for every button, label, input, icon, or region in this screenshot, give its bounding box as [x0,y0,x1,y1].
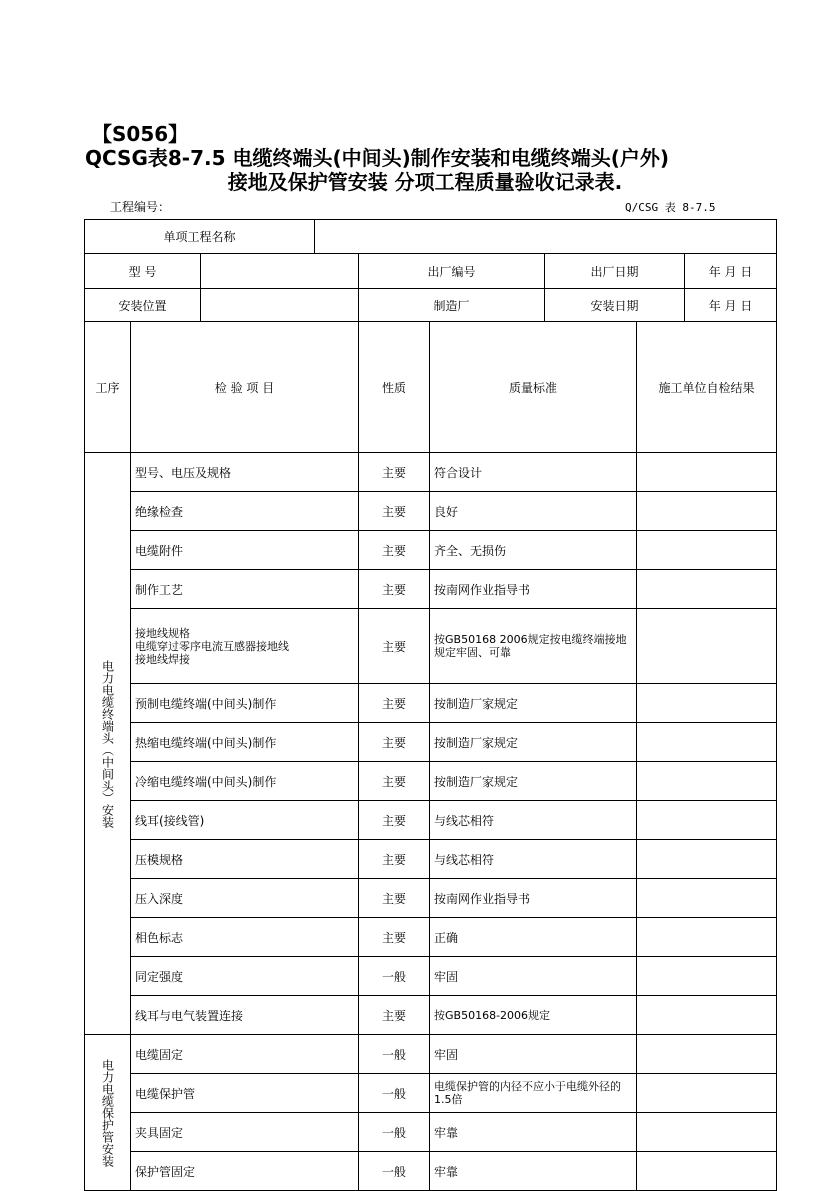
manufacturer-label: 制造厂 [359,289,545,322]
inspection-item: 热缩电缆终端(中间头)制作 [131,723,359,762]
quality-standard: 与线芯相符 [430,840,637,879]
factory-date-field[interactable]: 年 月 日 [685,254,777,289]
inspection-item: 相色标志 [131,918,359,957]
self-check-result-field[interactable] [637,957,777,996]
col-header-nature: 性质 [359,322,430,453]
table-row [85,531,777,570]
quality-standard: 符合设计 [430,453,637,492]
self-check-result-field[interactable] [637,723,777,762]
item-project-name-field[interactable] [315,220,777,254]
inspection-item: 电缆保护管 [131,1074,359,1113]
quality-standard: 齐全、无损伤 [430,531,637,570]
inspection-item: 保护管固定 [131,1152,359,1191]
table-row [85,723,777,762]
group2-process-name: 电力电缆保护管安装 [100,1058,115,1167]
inspection-item: 线耳与电气装置连接 [131,996,359,1035]
quality-standard: 正确 [430,918,637,957]
nature: 主要 [359,879,430,918]
table-row [85,801,777,840]
nature: 主要 [359,684,430,723]
quality-standard: 牢固 [430,957,637,996]
table-row [85,453,777,492]
standard-number: Q/CSG 表 8-7.5 [625,201,716,214]
quality-standard: 按南网作业指导书 [430,570,637,609]
group2-process-cell [85,1035,131,1191]
self-check-result-field[interactable] [637,609,777,684]
self-check-result-field[interactable] [637,1074,777,1113]
model-label: 型 号 [85,254,201,289]
col-header-standard: 质量标准 [430,322,637,453]
quality-standard: 按GB50168 2006规定按电缆终端接地规定牢固、可靠 [430,609,637,684]
quality-standard: 牢固 [430,1035,637,1074]
table-row [85,840,777,879]
nature: 一般 [359,1035,430,1074]
quality-standard: 电缆保护管的内径不应小于电缆外径的1.5倍 [430,1074,637,1113]
table-row [85,1152,777,1191]
inspection-item: 接地线规格 电缆穿过零序电流互感器接地线 接地线焊接 [131,609,359,684]
quality-standard: 牢靠 [430,1113,637,1152]
inspection-item: 夹具固定 [131,1113,359,1152]
item-project-name-label: 单项工程名称 [85,220,315,254]
inspection-item: 电缆附件 [131,531,359,570]
nature: 主要 [359,762,430,801]
install-date-field[interactable]: 年 月 日 [685,289,777,322]
quality-standard: 良好 [430,492,637,531]
table-row [85,762,777,801]
install-location-field[interactable] [201,289,359,322]
col-header-process: 工序 [85,322,131,453]
table-row [85,918,777,957]
table-row [85,957,777,996]
inspection-item: 压模规格 [131,840,359,879]
col-header-item: 检 验 项 目 [131,322,359,453]
factory-date-label: 出厂日期 [545,254,685,289]
inspection-item: 型号、电压及规格 [131,453,359,492]
group1-process-cell [85,453,131,1035]
nature: 主要 [359,570,430,609]
nature: 主要 [359,531,430,570]
inspection-item: 预制电缆终端(中间头)制作 [131,684,359,723]
self-check-result-field[interactable] [637,1113,777,1152]
table-row [85,996,777,1035]
table-row [85,1113,777,1152]
project-number-label: 工程编号： [110,200,171,214]
nature: 一般 [359,1152,430,1191]
table-row [85,492,777,531]
quality-standard: 按制造厂家规定 [430,762,637,801]
form-code: 【S056】 [92,122,189,146]
quality-standard: 与线芯相符 [430,801,637,840]
self-check-result-field[interactable] [637,918,777,957]
self-check-result-field[interactable] [637,531,777,570]
self-check-result-field[interactable] [637,570,777,609]
table-row [85,684,777,723]
group1-process-name: 电力电缆终端头（中间头）安装 [100,659,115,828]
table-row [85,570,777,609]
self-check-result-field[interactable] [637,1035,777,1074]
nature: 主要 [359,801,430,840]
page-title-line1: QCSG表8-7.5 电缆终端头(中间头)制作安装和电缆终端头(户外) [85,146,670,170]
nature: 主要 [359,723,430,762]
self-check-result-field[interactable] [637,453,777,492]
quality-standard: 按制造厂家规定 [430,723,637,762]
nature: 主要 [359,840,430,879]
factory-number-label: 出厂编号 [359,254,545,289]
nature: 主要 [359,492,430,531]
inspection-item: 线耳(接线管) [131,801,359,840]
col-header-self-check: 施工单位自检结果 [637,322,777,453]
inspection-item: 同定强度 [131,957,359,996]
install-date-label: 安装日期 [545,289,685,322]
table-row [85,609,777,684]
self-check-result-field[interactable] [637,762,777,801]
page-title-line2: 接地及保护管安装 分项工程质量验收记录表. [227,170,623,194]
table-row [85,1074,777,1113]
table-row [85,879,777,918]
inspection-item: 绝缘检查 [131,492,359,531]
model-field[interactable] [201,254,359,289]
table-row [85,1035,777,1074]
nature: 主要 [359,609,430,684]
nature: 一般 [359,957,430,996]
inspection-item: 电缆固定 [131,1035,359,1074]
self-check-result-field[interactable] [637,801,777,840]
acceptance-record-table [84,219,777,1191]
nature: 主要 [359,996,430,1035]
self-check-result-field[interactable] [637,1152,777,1191]
install-location-label: 安装位置 [85,289,201,322]
nature: 主要 [359,918,430,957]
self-check-result-field[interactable] [637,840,777,879]
self-check-result-field[interactable] [637,684,777,723]
self-check-result-field[interactable] [637,879,777,918]
inspection-item: 冷缩电缆终端(中间头)制作 [131,762,359,801]
nature: 主要 [359,453,430,492]
quality-standard: 牢靠 [430,1152,637,1191]
nature: 一般 [359,1113,430,1152]
inspection-item: 压入深度 [131,879,359,918]
quality-standard: 按GB50168-2006规定 [430,996,637,1035]
quality-standard: 按制造厂家规定 [430,684,637,723]
self-check-result-field[interactable] [637,996,777,1035]
self-check-result-field[interactable] [637,492,777,531]
inspection-item: 制作工艺 [131,570,359,609]
quality-standard: 按南网作业指导书 [430,879,637,918]
nature: 一般 [359,1074,430,1113]
